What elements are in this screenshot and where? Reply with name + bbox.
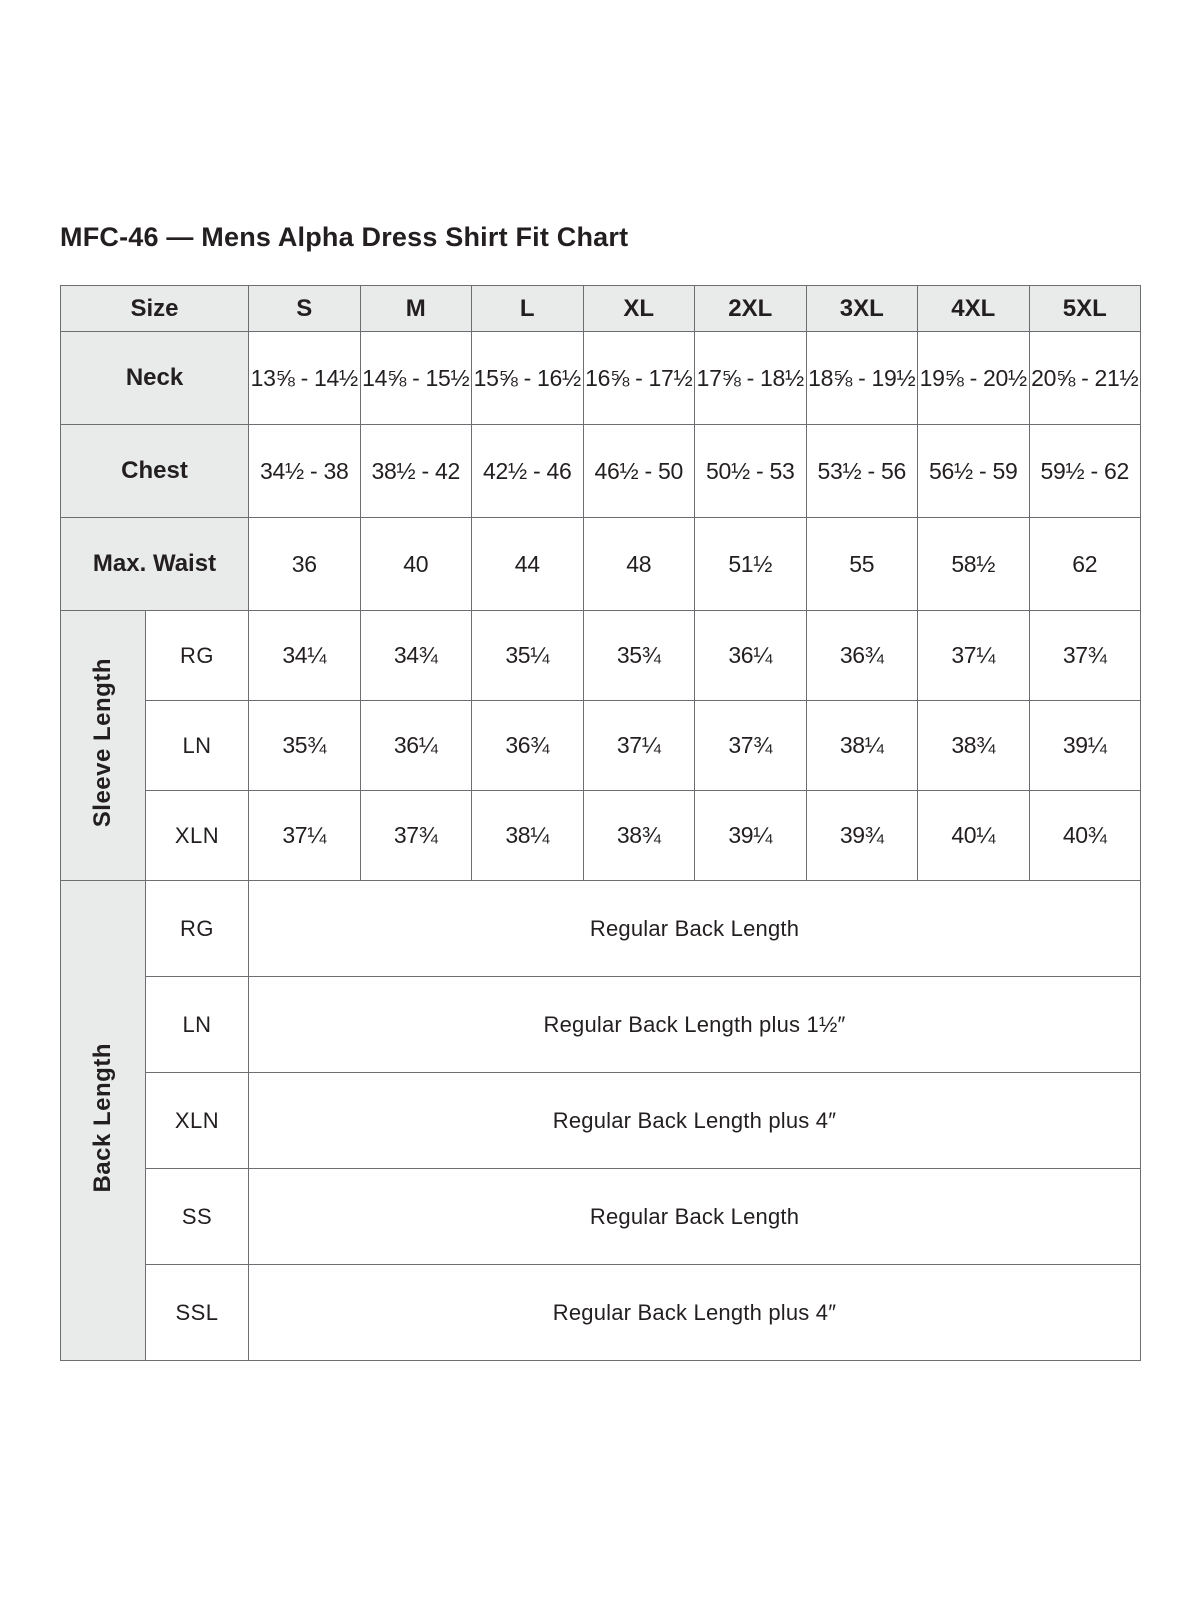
back-rg-value: Regular Back Length [249,881,1141,977]
sleeve-xln-value: 39¾ [806,791,918,881]
neck-value: 13⅝ - 14½ [249,332,361,425]
size-corner-header: Size [61,286,249,332]
max-waist-row-label: Max. Waist [61,518,249,611]
max-waist-value: 44 [472,518,584,611]
back-ln-label: LN [146,977,249,1073]
size-header-s: S [249,286,361,332]
sleeve-ln-value: 37¾ [695,701,807,791]
sleeve-ln-value: 37¼ [583,701,695,791]
sleeve-ln-label: LN [146,701,249,791]
back-ss-label: SS [146,1169,249,1265]
sleeve-ln-value: 38¼ [806,701,918,791]
neck-value: 17⅝ - 18½ [695,332,807,425]
sleeve-xln-value: 38¾ [583,791,695,881]
sleeve-xln-value: 39¼ [695,791,807,881]
sleeve-xln-value: 40¼ [918,791,1030,881]
neck-value: 20⅝ - 21½ [1029,332,1141,425]
chest-value: 46½ - 50 [583,425,695,518]
back-ssl-row [61,1265,1141,1361]
max-waist-value: 40 [360,518,472,611]
sleeve-rg-label: RG [146,611,249,701]
neck-value: 16⅝ - 17½ [583,332,695,425]
chest-value: 34½ - 38 [249,425,361,518]
size-header-l: L [472,286,584,332]
chest-value: 53½ - 56 [806,425,918,518]
size-header-4xl: 4XL [918,286,1030,332]
page-title: MFC-46 — Mens Alpha Dress Shirt Fit Chart [60,222,629,252]
sleeve-rg-row [61,611,1141,701]
max-waist-value: 48 [583,518,695,611]
max-waist-value: 51½ [695,518,807,611]
sleeve-length-section-label-cell [61,611,146,881]
sleeve-rg-value: 36¾ [806,611,918,701]
sleeve-ln-row [61,701,1141,791]
chest-value: 59½ - 62 [1029,425,1141,518]
sleeve-ln-value: 36¾ [472,701,584,791]
neck-value: 14⅝ - 15½ [360,332,472,425]
back-ln-value: Regular Back Length plus 1½″ [249,977,1141,1073]
size-header-3xl: 3XL [806,286,918,332]
chest-row-label: Chest [61,425,249,518]
sleeve-length-section-label: Sleeve Length [89,658,116,828]
back-rg-row [61,881,1141,977]
neck-value: 15⅝ - 16½ [472,332,584,425]
size-header-xl: XL [583,286,695,332]
sleeve-xln-value: 38¼ [472,791,584,881]
neck-row [61,332,1141,425]
max-waist-row [61,518,1141,611]
back-ln-row [61,977,1141,1073]
chest-value: 38½ - 42 [360,425,472,518]
back-length-section-label-cell [61,881,146,1361]
back-ss-row [61,1169,1141,1265]
back-xln-label: XLN [146,1073,249,1169]
chest-value: 56½ - 59 [918,425,1030,518]
sleeve-rg-value: 37¾ [1029,611,1141,701]
fit-chart-table [60,285,1141,1361]
sleeve-rg-value: 35¾ [583,611,695,701]
sleeve-xln-value: 40¾ [1029,791,1141,881]
neck-value: 18⅝ - 19½ [806,332,918,425]
sleeve-xln-value: 37¾ [360,791,472,881]
max-waist-value: 55 [806,518,918,611]
header-row [61,286,1141,332]
sleeve-rg-value: 37¼ [918,611,1030,701]
max-waist-value: 62 [1029,518,1141,611]
size-header-5xl: 5XL [1029,286,1141,332]
back-xln-value: Regular Back Length plus 4″ [249,1073,1141,1169]
size-header-2xl: 2XL [695,286,807,332]
back-ssl-label: SSL [146,1265,249,1361]
max-waist-value: 58½ [918,518,1030,611]
size-header-m: M [360,286,472,332]
sleeve-rg-value: 34¼ [249,611,361,701]
chest-value: 50½ - 53 [695,425,807,518]
sleeve-ln-value: 35¾ [249,701,361,791]
back-length-section-label: Back Length [89,1043,116,1193]
sleeve-rg-value: 35¼ [472,611,584,701]
back-ssl-value: Regular Back Length plus 4″ [249,1265,1141,1361]
back-ss-value: Regular Back Length [249,1169,1141,1265]
chest-value: 42½ - 46 [472,425,584,518]
sleeve-xln-row [61,791,1141,881]
sleeve-rg-value: 34¾ [360,611,472,701]
sleeve-ln-value: 38¾ [918,701,1030,791]
back-xln-row [61,1073,1141,1169]
back-rg-label: RG [146,881,249,977]
sleeve-xln-value: 37¼ [249,791,361,881]
sleeve-xln-label: XLN [146,791,249,881]
max-waist-value: 36 [249,518,361,611]
sleeve-ln-value: 39¼ [1029,701,1141,791]
neck-value: 19⅝ - 20½ [918,332,1030,425]
neck-row-label: Neck [61,332,249,425]
chest-row [61,425,1141,518]
sleeve-rg-value: 36¼ [695,611,807,701]
sleeve-ln-value: 36¼ [360,701,472,791]
